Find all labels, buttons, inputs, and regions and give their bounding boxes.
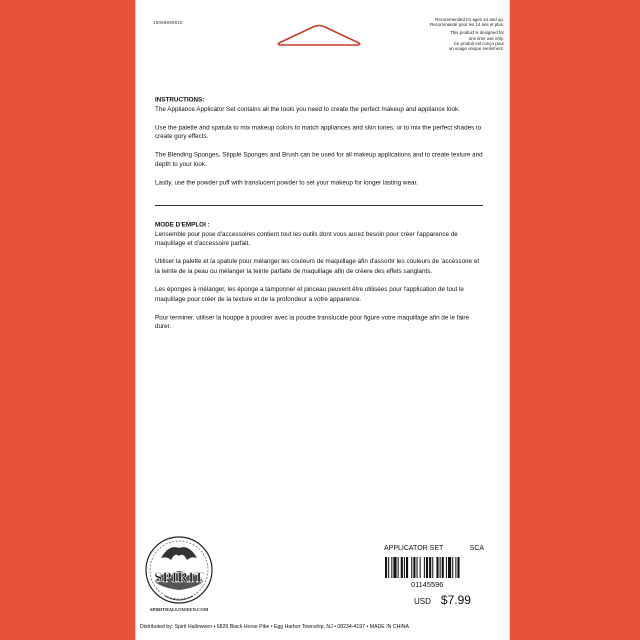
barcode-icon — [385, 557, 489, 578]
instructions-paragraph-4: Lastly, use the powder puff with translucent powder to set your makeup for longer lasting wear. — [155, 179, 418, 187]
instructions-paragraph-1: The Appliance Applicator Set contains all the tools you need to create the perfect makeup and appliance look. — [155, 105, 460, 113]
barcode-bar — [413, 557, 415, 578]
age-note-line3: This product is designed for — [450, 30, 504, 36]
age-note-line2: Recommandé pour les 14 ans et plus. — [430, 22, 504, 28]
barcode-bar — [398, 557, 399, 578]
barcode-bar — [436, 557, 438, 578]
french-paragraph-1: Lensemble pour pose d'accessoires contient tout les outils dont vous aurez besoin pour créer l'apparence de maquillage et d'accessoire parfait. — [155, 230, 458, 248]
barcode-bar — [429, 557, 431, 578]
barcode-bar — [432, 557, 433, 578]
barcode-bar — [385, 557, 387, 578]
section-divider — [155, 205, 483, 206]
red-background-right — [510, 0, 640, 640]
barcode-bar — [411, 557, 412, 578]
price-label — [384, 545, 504, 552]
price-value: $7.99 — [440, 593, 471, 607]
french-heading: MODE D'EMPLOI : — [155, 221, 210, 229]
hang-hole-icon — [275, 23, 363, 47]
barcode-bar — [393, 557, 396, 578]
instructions-paragraph-3: The Blending Sponges, Stipple Sponges and Brush can be used for all makeup applications and to create texture and depth to your look. — [155, 151, 483, 169]
instructions-french — [155, 221, 485, 341]
red-background-left — [0, 0, 135, 640]
french-paragraph-4: Pour terminer, utiliser la houppe à poudrer avec la poudre translucide pour figure votre maquillage afin de le faire durer. — [155, 313, 469, 331]
instructions-english — [155, 96, 485, 198]
label-code: SCA — [469, 545, 484, 552]
logo-url: SPIRITHALLOWEEN.COM — [149, 607, 209, 612]
barcode-bar — [442, 557, 444, 578]
price-row — [414, 593, 471, 607]
barcode-bar — [417, 557, 418, 578]
age-note-line6: un usage unique seulement. — [448, 46, 504, 52]
barcode-bar — [426, 557, 428, 578]
card-edge-left — [135, 0, 136, 640]
card-edge-right — [509, 0, 510, 640]
barcode-bar — [452, 557, 453, 578]
barcode-bar — [448, 557, 451, 578]
barcode-bar — [420, 557, 421, 578]
age-note-line4: one time use only. — [468, 35, 504, 41]
logo-wordmark: SPIRIT — [153, 570, 205, 586]
french-paragraph-3: Les éponges à mélanger, les éponge a tamponner et pinceau peuvent être utilisées pour l'application de tout le maquillage pour créer de la texture et de la profondeur a votre apparence. — [155, 285, 464, 303]
sku-number: 16068899810 — [153, 20, 183, 25]
barcode-bar — [424, 557, 425, 578]
barcode-bar — [406, 557, 408, 578]
barcode-bar — [388, 557, 389, 578]
currency-label: USD — [414, 597, 431, 606]
barcode-bar — [401, 557, 403, 578]
barcode-bar — [457, 557, 459, 578]
age-note-line5: Ce produit est conçu pour — [453, 40, 504, 46]
french-paragraph-2: Utiliser la palette et la spatule pour mélanger les couleurs de maquillage afin d'assortir les couleurs de 'accessoire et la teinte de la peau ou mélanger la teinte parfaite de maquillage afin de créere des effets sanglants. — [155, 258, 480, 275]
age-recommendation — [414, 17, 504, 54]
barcode-bar — [440, 557, 441, 578]
barcode-number: 01145596 — [411, 580, 444, 589]
barcode-bar — [455, 557, 456, 578]
label-product-name: APPLICATOR SET — [384, 545, 444, 552]
spirit-logo-icon — [141, 530, 217, 616]
instructions-heading: INSTRUCTIONS: — [155, 96, 205, 104]
instructions-paragraph-2: Use the palette and spatula to mix makeup colors to match appliances and skin tones, or to mix the perfect shades to create gory effects. — [155, 123, 482, 141]
barcode-bar — [446, 557, 447, 578]
barcode-bar — [404, 557, 405, 578]
age-note-line1: Recommended for ages 14 and up. — [435, 17, 504, 22]
barcode-bar — [391, 557, 392, 578]
distributor-line: Distributed by: Spirit Halloween • 6826 Black Horse Pike • Egg Harbor Township, NJ • 08234-4197 • MADE IN CHINA — [140, 624, 409, 630]
